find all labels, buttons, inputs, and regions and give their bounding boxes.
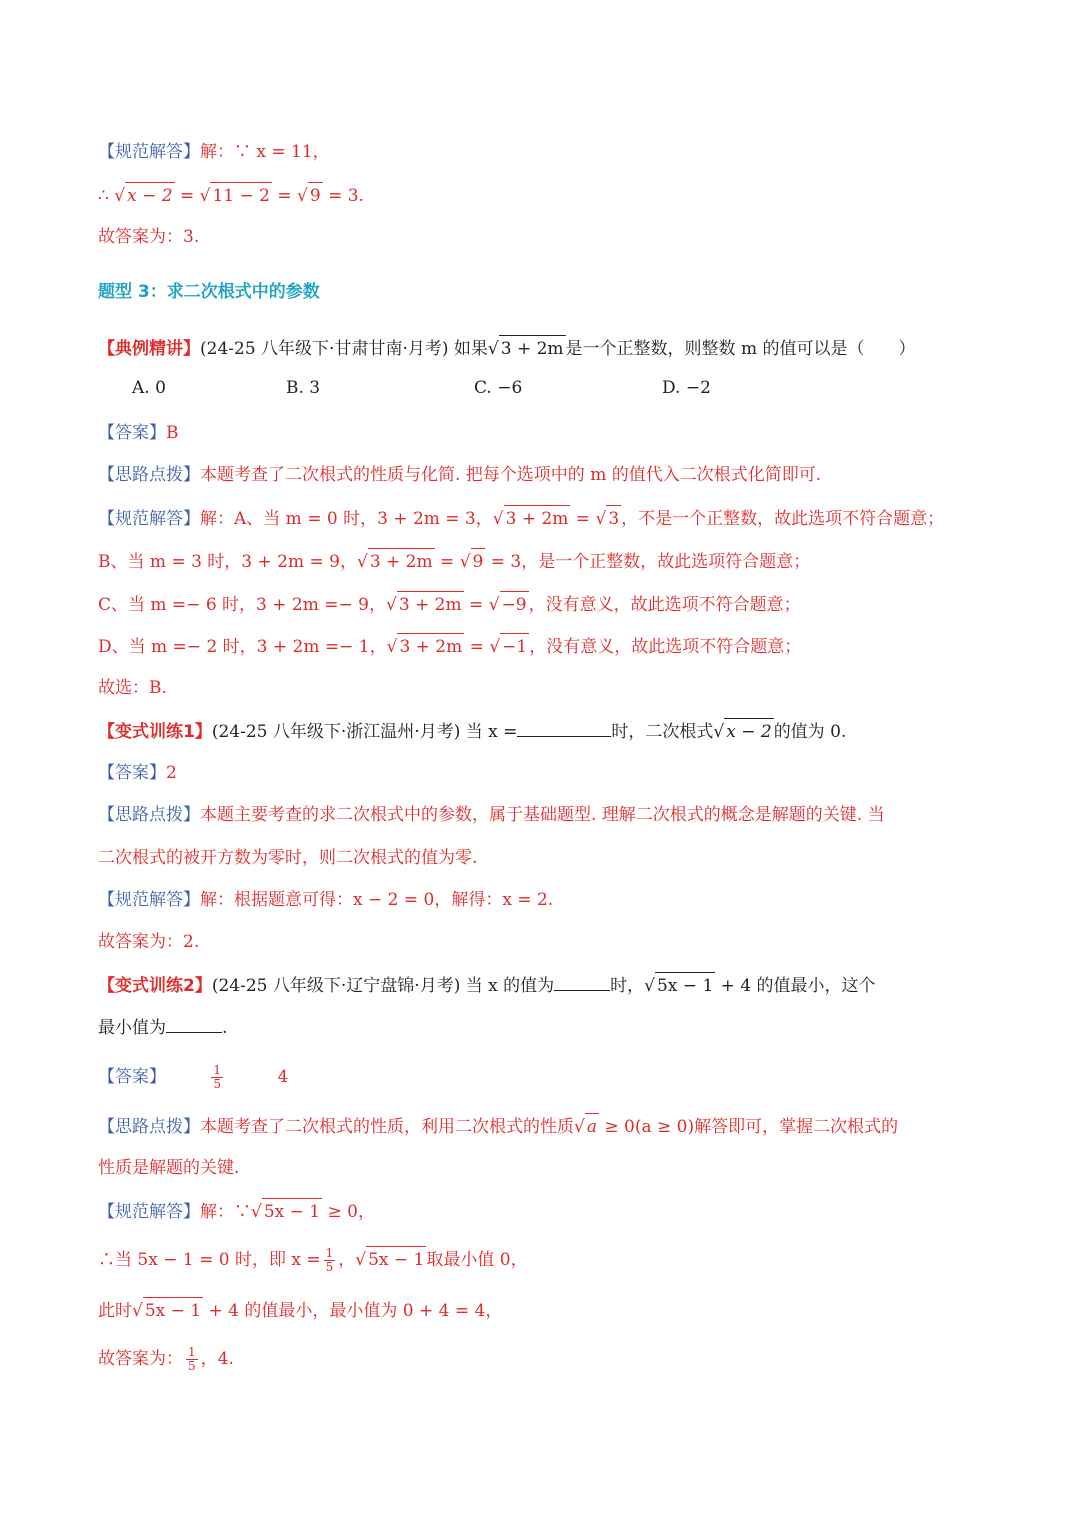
- solution-line: 【规范解答】解：A、当 m = 0 时，3 + 2m = 3，√ 3 + 2m = √ 3 ，不是一个正整数，故此选项不符合题意；: [98, 505, 944, 532]
- radical: √ 3 + 2m: [387, 633, 465, 660]
- tag-daan: 【答案】: [98, 763, 166, 783]
- tag-silu: 【思路点拨】: [98, 465, 200, 485]
- radical: √ 5x − 1: [355, 1246, 426, 1273]
- solution-line: C、当 m =− 6 时，3 + 2m =− 9，√ 3 + 2m = √ −9 ，没有意义，故此选项不符合题意；: [98, 591, 801, 618]
- question-line: 最小值为 .: [98, 1014, 227, 1041]
- solution-line: D、当 m =− 2 时，3 + 2m =− 1，√ 3 + 2m = √ −1 ，没有意义，故此选项不符合题意；: [98, 633, 801, 660]
- radical: √ 9: [297, 182, 323, 209]
- option-d: D. −2: [662, 378, 711, 398]
- radical: √ 5x − 1: [251, 1198, 322, 1225]
- answer-line: 【答案】2: [98, 763, 177, 783]
- radical: √ −1: [489, 633, 529, 660]
- radical: √ 11 − 2: [200, 182, 272, 209]
- radical: √ 5x − 1: [132, 1297, 203, 1324]
- answer-line: 故答案为： $\frac{1}{5}$ ，4.: [98, 1345, 234, 1373]
- hint-line: 【思路点拨】本题考查了二次根式的性质与化简. 把每个选项中的 m 的值代入二次根式化简即可.: [98, 465, 822, 485]
- solution-line: B、当 m = 3 时，3 + 2m = 9，√ 3 + 2m = √ 9 = 3，是一个正整数，故此选项符合题意；: [98, 548, 810, 575]
- solution-text: 解：∵ x = 11，: [200, 142, 330, 162]
- hint-line: 性质是解题的关键.: [98, 1158, 240, 1178]
- solution-line: 【规范解答】解：根据题意可得：x − 2 = 0，解得：x = 2.: [98, 890, 554, 910]
- tag-silu: 【思路点拨】: [98, 1117, 200, 1137]
- tag-guifan: 【规范解答】: [98, 142, 200, 162]
- solution-line: ∴当 5x − 1 = 0 时，即 x = $\frac{1}{5}$ ，√ 5x − 1 取最小值 0，: [98, 1246, 528, 1274]
- option-b: B. 3: [286, 378, 321, 398]
- fraction: $\frac{1}{5}$: [188, 1345, 196, 1373]
- radical: √ x − 2: [713, 718, 773, 745]
- fraction: $\frac{1}{5}$: [213, 1063, 222, 1091]
- therefore: ∴: [98, 186, 115, 206]
- radical: √ 9: [460, 548, 486, 575]
- hint-line: 二次根式的被开方数为零时，则二次根式的值为零.: [98, 848, 478, 868]
- tag-daan: 【答案】: [98, 423, 166, 443]
- answer-blank[interactable]: [517, 718, 611, 737]
- tag-dianli: 【典例精讲】: [98, 339, 200, 359]
- solution-line: 此时√ 5x − 1 + 4 的值最小，最小值为 0 + 4 = 4，: [98, 1297, 502, 1324]
- tag-bianshi1: 【变式训练1】: [98, 722, 212, 742]
- question-line: 【典例精讲】(24-25 八年级下·甘肃甘南·月考) 如果√ 3 + 2m 是一个正整数，则整数 m 的值可以是（ ）: [98, 335, 915, 362]
- tag-guifan: 【规范解答】: [98, 1202, 200, 1222]
- solution-line: [98, 139, 330, 165]
- radical: √ 3 + 2m: [493, 505, 571, 532]
- radical: √ 3 + 2m: [488, 335, 566, 362]
- option-a: A. 0: [132, 378, 166, 398]
- fraction: $\frac{1}{5}$: [325, 1246, 334, 1274]
- solution-line: 【规范解答】解：∵√ 5x − 1 ≥ 0，: [98, 1198, 375, 1225]
- tag-bianshi2: 【变式训练2】: [98, 976, 212, 996]
- answer-line: 【答案】B: [98, 423, 179, 443]
- section-heading: 题型 3：求二次根式中的参数: [98, 282, 320, 302]
- radical: √ 3 + 2m: [386, 591, 464, 618]
- radical: √ −9: [489, 591, 529, 618]
- tag-guifan: 【规范解答】: [98, 509, 200, 529]
- question-line: 【变式训练1】(24-25 八年级下·浙江温州·月考) 当 x = 时，二次根式√ x − 2 的值为 0.: [98, 718, 846, 745]
- answer-line: 故选：B.: [98, 678, 167, 698]
- option-c: C. −6: [474, 378, 523, 398]
- solution-line: ∴ √ x − 2 = √ 11 − 2 = √ 9 = 3.: [98, 182, 364, 209]
- hint-line: 【思路点拨】本题考查了二次根式的性质，利用二次根式的性质√ a ≥ 0(a ≥ 0)解答即可，掌握二次根式的: [98, 1113, 898, 1140]
- tag-daan: 【答案】: [98, 1067, 166, 1087]
- radical: √ x − 2: [114, 182, 174, 209]
- radical: √ 5x − 1: [644, 972, 715, 999]
- radical: √ 3 + 2m: [357, 548, 435, 575]
- tag-silu: 【思路点拨】: [98, 805, 200, 825]
- radical: √ 3: [595, 505, 621, 532]
- answer-blank[interactable]: [554, 972, 610, 991]
- answer-blank[interactable]: [166, 1014, 222, 1033]
- radical: √ a: [574, 1113, 599, 1140]
- question-line: 【变式训练2】(24-25 八年级下·辽宁盘锦·月考) 当 x 的值为 时，√ 5x − 1 + 4 的值最小，这个: [98, 972, 876, 999]
- tag-guifan: 【规范解答】: [98, 890, 200, 910]
- answer-line: 【答案】 $\frac{1}{5}$ 4: [98, 1063, 289, 1091]
- answer-line: 故答案为：2.: [98, 932, 200, 952]
- answer-line: 故答案为：3.: [98, 227, 200, 247]
- hint-line: 【思路点拨】本题主要考查的求二次根式中的参数，属于基础题型. 理解二次根式的概念是解题的关键. 当: [98, 805, 885, 825]
